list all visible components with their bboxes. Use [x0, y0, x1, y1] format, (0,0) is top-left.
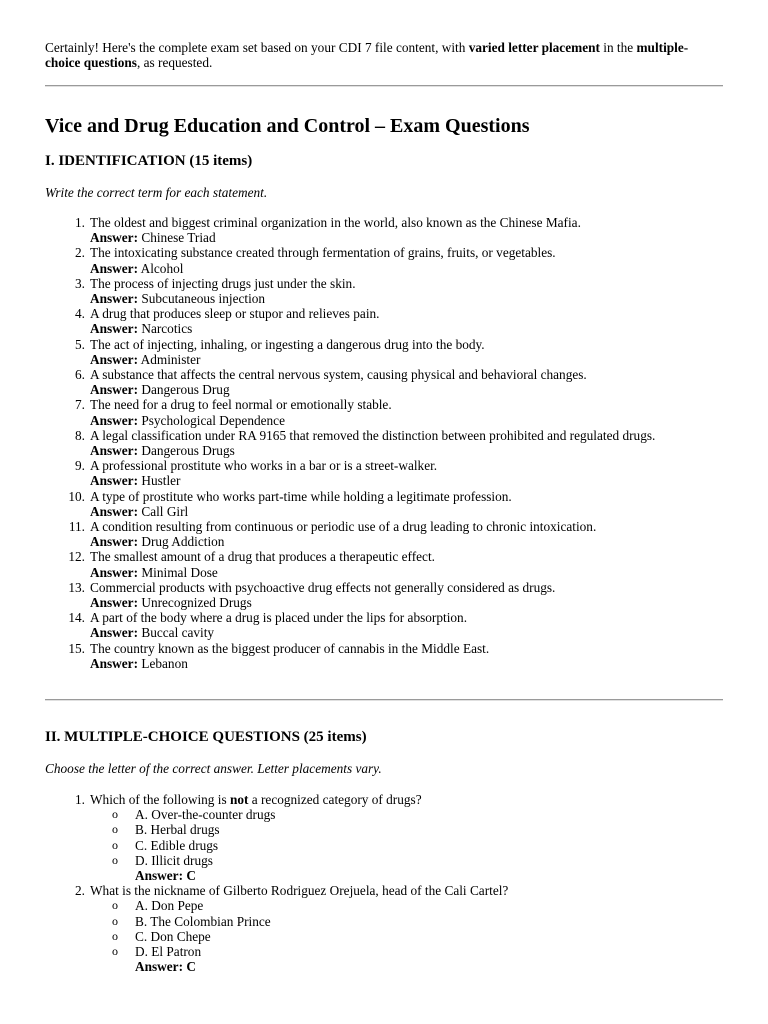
question-text — [90, 792, 723, 807]
item-number: 2. — [75, 245, 85, 261]
item-number: 7. — [75, 397, 85, 413]
intro-bold-2: multiple-choice questions — [45, 40, 689, 71]
answer-label: Answer: — [90, 382, 139, 398]
option-item — [90, 838, 723, 853]
answer-value: Narcotics — [141, 321, 193, 337]
identification-item — [45, 276, 723, 306]
answer-value: Subcutaneous injection — [141, 291, 266, 307]
answer-line — [90, 473, 723, 488]
intro-text-3: , as requested. — [136, 55, 213, 71]
answer-value: Alcohol — [140, 260, 184, 276]
answer-label: Answer: — [90, 321, 139, 337]
answer-line — [90, 291, 723, 306]
answer-value: Dangerous Drug — [141, 382, 230, 398]
question-text-pre: What is the nickname of Gilberto Rodriguez Orejuela, head of the Cali Cartel? — [90, 883, 509, 899]
answer-label: Answer: — [90, 351, 139, 367]
identification-list — [45, 215, 723, 671]
item-number: 13. — [68, 579, 85, 595]
option-text: B. Herbal drugs — [135, 822, 220, 838]
section2-heading: II. MULTIPLE-CHOICE QUESTIONS (25 items) — [45, 729, 367, 745]
answer-label: Answer: — [90, 473, 139, 489]
question-text: The intoxicating substance created through fermentation of grains, fruits, or vegetables. — [90, 245, 556, 261]
section1-heading: I. IDENTIFICATION (15 items) — [45, 153, 253, 169]
identification-item — [45, 458, 723, 488]
answer-value: Buccal cavity — [141, 625, 215, 641]
item-number: 3. — [75, 275, 85, 291]
intro-bold-1: varied letter placement — [468, 40, 600, 55]
multiple-choice-list — [45, 792, 723, 974]
question-text-post: a recognized category of drugs? — [248, 792, 422, 807]
divider-middle — [45, 699, 723, 701]
option-item — [90, 853, 723, 868]
answer-line — [90, 321, 723, 336]
identification-item — [45, 549, 723, 579]
identification-item — [45, 641, 723, 671]
option-list — [90, 898, 723, 959]
option-text: C. Don Chepe — [135, 928, 211, 944]
option-text: C. Edible drugs — [135, 837, 219, 853]
question-text: A legal classification under RA 9165 that removed the distinction between prohibited and regulated drugs. — [90, 427, 656, 443]
identification-item — [45, 367, 723, 397]
question-text: The oldest and biggest criminal organization in the world, also known as the Chinese Mafia. — [90, 215, 581, 230]
intro-paragraph — [45, 40, 723, 70]
question-text: A type of prostitute who works part-time while holding a legitimate profession. — [90, 488, 512, 504]
answer-label: Answer: — [90, 443, 139, 459]
identification-item — [45, 397, 723, 427]
circle-bullet-icon: o — [112, 807, 118, 822]
answer-value: Unrecognized Drugs — [141, 595, 252, 611]
answer-label: Answer: — [90, 412, 139, 428]
option-item — [90, 929, 723, 944]
circle-bullet-icon: o — [112, 837, 118, 852]
answer-label: Answer: — [90, 595, 139, 611]
answer-value: Drug Addiction — [141, 534, 225, 550]
identification-item — [45, 215, 723, 245]
item-number: 11. — [68, 519, 85, 535]
question-text: A drug that produces sleep or stupor and relieves pain. — [90, 306, 380, 322]
answer-label: Answer: — [90, 503, 139, 519]
divider-top — [45, 85, 723, 87]
answer-line — [90, 534, 723, 549]
answer-label: Answer: — [90, 230, 139, 246]
answer-line — [90, 230, 723, 245]
item-number: 2. — [75, 883, 85, 899]
answer-line — [90, 443, 723, 458]
question-text: The smallest amount of a drug that produces a therapeutic effect. — [90, 549, 435, 565]
page-title: Vice and Drug Education and Control – Exam Questions — [45, 115, 530, 137]
identification-item — [45, 610, 723, 640]
answer-label: Answer: — [90, 625, 139, 641]
option-item — [90, 944, 723, 959]
question-text: A substance that affects the central nervous system, causing physical and behavioral changes. — [90, 367, 587, 383]
circle-bullet-icon: o — [112, 913, 118, 928]
item-number: 5. — [75, 336, 85, 352]
mc-question-item — [45, 792, 723, 883]
answer-line — [90, 595, 723, 610]
circle-bullet-icon: o — [112, 898, 118, 913]
option-text: A. Over-the-counter drugs — [135, 807, 276, 823]
circle-bullet-icon: o — [112, 928, 118, 943]
question-text: Commercial products with psychoactive drug effects not generally considered as drugs. — [90, 579, 556, 595]
circle-bullet-icon: o — [112, 944, 118, 959]
answer-line — [90, 382, 723, 397]
identification-item — [45, 245, 723, 275]
option-text: D. El Patron — [135, 944, 202, 960]
answer-label: Answer: — [90, 260, 139, 276]
answer-label: Answer: — [90, 534, 139, 550]
option-text: A. Don Pepe — [135, 898, 204, 914]
answer-line: Answer: C — [135, 868, 196, 884]
answer-label: Answer: — [90, 655, 139, 671]
option-item — [90, 914, 723, 929]
item-number: 10. — [68, 488, 85, 504]
question-text: A condition resulting from continuous or periodic use of a drug leading to chronic intoxication. — [90, 519, 597, 535]
item-number: 6. — [75, 367, 85, 383]
question-text: The process of injecting drugs just under the skin. — [90, 275, 356, 291]
option-item — [90, 807, 723, 822]
option-text: B. The Colombian Prince — [135, 913, 271, 929]
answer-line — [90, 352, 723, 367]
item-number: 15. — [68, 640, 85, 656]
identification-item — [45, 489, 723, 519]
question-text: The country known as the biggest producer of cannabis in the Middle East. — [90, 640, 490, 656]
answer-value: Dangerous Drugs — [141, 443, 235, 459]
answer-value: Minimal Dose — [141, 564, 218, 580]
answer-line — [90, 565, 723, 580]
answer-value: Call Girl — [141, 503, 189, 519]
answer-value: Administer — [140, 351, 201, 367]
question-text-bold: not — [229, 792, 249, 807]
answer-line — [90, 504, 723, 519]
question-text: The act of injecting, inhaling, or ingesting a dangerous drug into the body. — [90, 336, 485, 352]
answer-line: Answer: C — [135, 959, 196, 975]
option-text: D. Illicit drugs — [135, 852, 213, 868]
question-text: A professional prostitute who works in a bar or is a street-walker. — [90, 458, 438, 474]
item-number: 4. — [75, 306, 85, 322]
section1-instruction: Write the correct term for each statement. — [45, 185, 268, 200]
item-number: 12. — [68, 549, 85, 565]
identification-item — [45, 519, 723, 549]
answer-label: Answer: — [90, 564, 139, 580]
option-list — [90, 807, 723, 868]
answer-line — [90, 625, 723, 640]
item-number: 9. — [75, 458, 85, 474]
option-item — [90, 898, 723, 913]
circle-bullet-icon: o — [112, 852, 118, 867]
item-number: 1. — [75, 792, 85, 807]
item-number: 8. — [75, 427, 85, 443]
question-text: The need for a drug to feel normal or emotionally stable. — [90, 397, 392, 413]
intro-text-2: in the — [599, 40, 637, 55]
intro-text-1: Certainly! Here's the complete exam set based on your CDI 7 file content, with — [45, 40, 469, 55]
answer-line — [90, 413, 723, 428]
answer-value: Hustler — [141, 473, 181, 489]
identification-item — [45, 306, 723, 336]
identification-item — [45, 337, 723, 367]
question-text-pre: Which of the following is — [90, 792, 230, 807]
answer-value: Lebanon — [141, 655, 188, 671]
mc-question-item — [45, 883, 723, 974]
option-item — [90, 822, 723, 837]
identification-item — [45, 580, 723, 610]
section2-instruction: Choose the letter of the correct answer. Letter placements vary. — [45, 761, 382, 776]
answer-line — [90, 656, 723, 671]
answer-line — [90, 261, 723, 276]
circle-bullet-icon: o — [112, 822, 118, 837]
question-text: A part of the body where a drug is placed under the lips for absorption. — [90, 610, 468, 626]
identification-item — [45, 428, 723, 458]
answer-label: Answer: — [90, 291, 139, 307]
answer-value: Psychological Dependence — [141, 412, 285, 428]
question-text — [90, 883, 723, 898]
item-number: 14. — [68, 610, 85, 626]
item-number: 1. — [75, 215, 85, 230]
answer-value: Chinese Triad — [141, 230, 216, 246]
